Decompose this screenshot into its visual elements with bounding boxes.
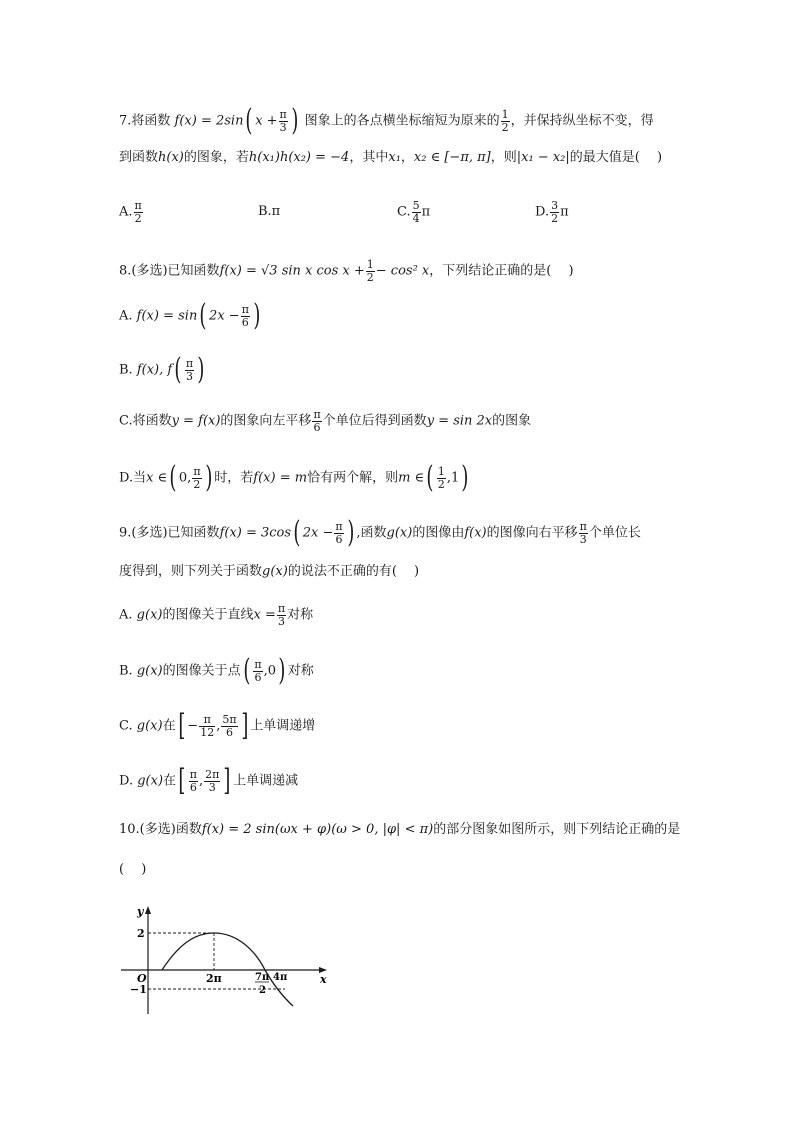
bracket: ] xyxy=(240,708,248,743)
origin-label: O xyxy=(137,972,147,985)
q8-a-arg: 2x − xyxy=(209,308,240,324)
paren: ( xyxy=(169,460,177,495)
q9-line2-text: 度得到，则下列关于函数 xyxy=(119,564,263,579)
q9-c-g: g(x) xyxy=(136,718,163,734)
q8-d-half: $\frac{1}{2}$ xyxy=(437,464,445,491)
q9-stem-text-b: ,函数 xyxy=(356,525,387,541)
option-label: C. xyxy=(397,204,411,220)
q7-option-c[interactable] xyxy=(397,200,430,224)
q10-line2: ( ) xyxy=(119,862,147,877)
option-label: B. xyxy=(119,362,133,378)
q7-function: f(x) = 2sin xyxy=(174,113,244,129)
q8-option-b[interactable] xyxy=(119,352,207,387)
q7-a-value: $\frac{\pi}{2}$ xyxy=(134,199,142,225)
q10-stem-line1 xyxy=(119,823,680,836)
q9-a-x: x = xyxy=(253,607,276,623)
q8-c-frac: $\frac{\pi}{6}$ xyxy=(313,408,321,434)
q9-stem-text: 9.(多选)已知函数 xyxy=(119,525,220,541)
q8-a-expr: f(x) = sin xyxy=(136,308,198,324)
q7-line2-text-d: ，则 xyxy=(490,150,517,165)
x-axis-label: x xyxy=(320,973,327,986)
q7-line1 xyxy=(119,103,654,138)
q9-c-frac1: $\frac{\pi}{12}$ xyxy=(200,712,215,739)
q9-line2-g: g(x) xyxy=(262,564,288,579)
q7-pi-over-3: $\frac{\pi}{3}$ xyxy=(279,107,287,134)
q8-function-a: f(x) = √3 sin x cos x + xyxy=(219,263,365,279)
q7-d-pi: π xyxy=(560,204,569,220)
q7-range: x₂ ∈ [−π, π] xyxy=(413,150,491,165)
tick-label-4pi: 4π xyxy=(273,972,288,983)
q7-absdiff: |x₁ − x₂| xyxy=(516,150,570,165)
q8-d-m: m ∈ xyxy=(398,470,425,486)
q7-arg: x + xyxy=(255,113,278,129)
q7-right-paren: ) xyxy=(291,103,299,138)
q8-d-zero: 0, xyxy=(178,470,192,486)
q9-d-frac2: $\frac{2\pi}{3}$ xyxy=(205,767,220,794)
q7-line2-text-b: 的图象，若 xyxy=(183,150,249,165)
q7-option-a[interactable] xyxy=(119,200,144,224)
q9-b-frac: $\frac{\pi}{6}$ xyxy=(254,657,262,684)
q8-d-text-b: 时，若 xyxy=(214,470,254,486)
option-label: B. xyxy=(119,663,133,679)
option-label: B.π xyxy=(258,204,281,219)
q9-c-tail: 上单调递增 xyxy=(250,718,316,734)
q10-graph xyxy=(115,898,340,1018)
q7-line2 xyxy=(119,151,662,164)
q9-frac: $\frac{\pi}{6}$ xyxy=(335,519,343,546)
q7-line2-text-c: ，其中 xyxy=(349,150,389,165)
q8-stem-text: 8.(多选)已知函数 xyxy=(119,263,220,279)
q10-function: f(x) = 2 sin(ωx + φ)(ω > 0, |φ| < π) xyxy=(201,822,434,837)
tick-label-2: 2 xyxy=(137,927,145,940)
q7-option-d[interactable] xyxy=(535,200,569,224)
bracket: ] xyxy=(223,763,231,798)
option-label: A. xyxy=(119,204,133,220)
paren: ( xyxy=(242,653,251,688)
q9-fx: f(x) xyxy=(464,525,487,541)
q9-c-neg: − xyxy=(187,718,199,734)
q9-gx: g(x) xyxy=(386,525,413,541)
q9-c-frac2: $\frac{5\pi}{6}$ xyxy=(222,712,237,739)
q10-stem-text-b: 的部分图象如图所示，则下列结论正确的是 xyxy=(433,822,681,837)
q9-arg: 2x − xyxy=(302,525,334,541)
q8-d-text-c: 恰有两个解，则 xyxy=(307,470,399,486)
q8-d-eq: f(x) = m xyxy=(253,470,308,486)
q7-x1: x₁ xyxy=(388,150,401,165)
q9-d-in: 在 xyxy=(163,773,177,789)
q8-stem xyxy=(119,259,574,283)
q9-d-tail: 上单调递减 xyxy=(233,773,299,789)
q7-c-pi: π xyxy=(421,204,431,220)
option-label: D. xyxy=(119,773,134,789)
q9-a-g: g(x) xyxy=(136,607,163,623)
q8-a-frac: $\frac{\pi}{6}$ xyxy=(241,302,249,329)
paren: ) xyxy=(278,653,286,688)
tick-label-7pi: 7π xyxy=(255,972,270,983)
paren: ) xyxy=(204,460,212,495)
q8-c-y: y = f(x) xyxy=(171,413,221,429)
q7-hx: h(x) xyxy=(158,150,184,165)
q8-option-d[interactable] xyxy=(119,460,471,495)
q7-left-paren: ( xyxy=(245,103,253,138)
q9-stem-line2 xyxy=(119,565,419,578)
q9-stem-line1 xyxy=(119,515,641,550)
q7-stem-text-3: ，并保持纵坐标不变，得 xyxy=(510,113,654,129)
paren: ) xyxy=(461,460,469,495)
q10-stem-text: 10.(多选)函数 xyxy=(119,822,202,837)
paren: ( xyxy=(426,460,434,495)
q9-stem-text-e: 个单位长 xyxy=(588,525,641,541)
q9-b-zero: ,0 xyxy=(263,663,276,679)
q10-stem-line2 xyxy=(119,863,146,876)
q9-a-tail: 对称 xyxy=(287,607,314,623)
tick-label-neg1: −1 xyxy=(130,983,147,996)
y-axis-arrow xyxy=(145,906,151,914)
q8-c-text-c: 个单位后得到函数 xyxy=(322,413,427,429)
paren: ( xyxy=(199,298,207,333)
q7-comma: ， xyxy=(400,150,414,165)
q9-b-tail: 对称 xyxy=(287,663,314,679)
q8-b-frac: $\frac{\pi}{3}$ xyxy=(185,356,194,383)
q8-c-text-d: 的图象 xyxy=(492,413,532,429)
q8-d-one: ,1 xyxy=(446,470,460,486)
q9-function: f(x) = 3cos xyxy=(219,525,292,541)
q8-option-c[interactable] xyxy=(119,409,531,433)
tick-label-2pi: 2π xyxy=(206,972,222,985)
q8-d-text: D.当 xyxy=(119,470,147,486)
q9-option-a[interactable] xyxy=(119,603,313,627)
q7-c-value: $\frac{5}{4}$ xyxy=(412,199,420,225)
q7-stem-text-2: 图象上的各点横坐标缩短为原来的 xyxy=(304,113,500,129)
option-label: D. xyxy=(535,204,550,220)
paren: ) xyxy=(347,515,355,550)
q9-option-c[interactable]: C. g(x)在[ − $\frac{\pi}{12}$ , $\frac{5\pi}{6}$ ] 上单调递增 xyxy=(119,708,316,743)
option-label: A. xyxy=(119,308,133,324)
bracket: [ xyxy=(177,708,185,743)
paren: ( xyxy=(174,352,182,387)
q8-one-half: $\frac{1}{2}$ xyxy=(366,258,374,284)
paren: ( xyxy=(293,515,301,550)
y-axis-label: y xyxy=(137,905,144,918)
q9-b-text: 的图像关于点 xyxy=(162,663,241,679)
q9-line2-text-b: 的说法不正确的有( ) xyxy=(287,564,420,579)
q9-a-text: 的图像关于直线 xyxy=(162,607,254,623)
q9-b-g: g(x) xyxy=(136,663,163,679)
tick-label-7pi-den: 2 xyxy=(259,985,266,996)
q7-line2-text: 到函数 xyxy=(119,150,159,165)
q8-c-text: C.将函数 xyxy=(119,413,172,429)
q9-a-frac: $\frac{\pi}{3}$ xyxy=(277,602,286,628)
q8-c-y2: y = sin 2x xyxy=(426,413,493,429)
q8-function-b: − cos² x xyxy=(375,263,430,279)
q8-c-text-b: 的图象向左平移 xyxy=(220,413,312,429)
q8-b-expr: f(x), f xyxy=(136,362,173,378)
q7-line2-text-e: 的最大值是( ) xyxy=(569,150,663,165)
q7-one-half: $\frac{1}{2}$ xyxy=(501,107,509,134)
q7-product: h(x₁)h(x₂) = −4 xyxy=(248,150,350,165)
q9-option-d[interactable]: D. g(x)在[ $\frac{\pi}{6}$ , $\frac{2\pi}{3}$ ] 上单调递减 xyxy=(119,763,299,798)
q9-option-b[interactable] xyxy=(119,653,314,688)
q8-option-a[interactable] xyxy=(119,298,263,333)
q9-shift-frac: $\frac{\pi}{3}$ xyxy=(579,519,587,546)
q9-c-in: 在 xyxy=(162,718,176,734)
q9-d-frac1: $\frac{\pi}{6}$ xyxy=(189,767,197,794)
option-label: A. xyxy=(119,607,133,623)
paren: ) xyxy=(197,352,205,387)
q7-stem-text: 7.将函数 xyxy=(119,113,171,129)
q8-d-frac: $\frac{\pi}{2}$ xyxy=(193,464,201,491)
q9-stem-text-c: 的图像由 xyxy=(412,525,465,541)
q7-option-b[interactable] xyxy=(258,205,280,218)
q9-d-g: g(x) xyxy=(137,773,164,789)
option-label: C. xyxy=(119,718,133,734)
q8-stem-tail: ，下列结论正确的是( ) xyxy=(429,263,574,279)
q9-stem-text-d: 的图像向右平移 xyxy=(486,525,578,541)
q8-d-x: x ∈ xyxy=(146,470,168,486)
paren: ) xyxy=(253,298,261,333)
bracket: [ xyxy=(178,763,186,798)
q7-d-value: $\frac{3}{2}$ xyxy=(551,199,559,225)
